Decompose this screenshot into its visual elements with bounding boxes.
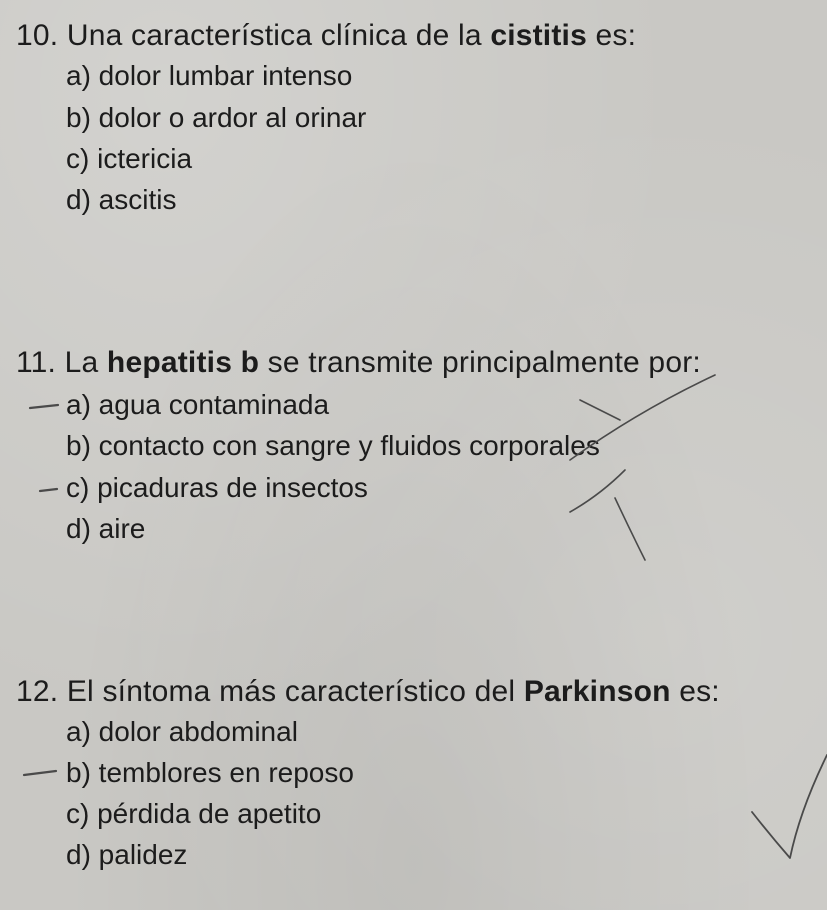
pencil-dash [24,771,56,775]
pencil-stroke [580,400,620,420]
question-text-prefix: El síntoma más característico del [58,675,524,708]
option-d[interactable]: d) ascitis [66,184,177,215]
option-c[interactable]: c) pérdida de apetito [66,798,322,829]
option-c[interactable]: c) ictericia [66,143,193,174]
option-a[interactable]: a) dolor lumbar intenso [66,60,353,91]
option-a[interactable]: a) agua contaminada [66,389,330,420]
option-a[interactable]: a) dolor abdominal [66,716,298,747]
question-title [16,674,720,710]
question-text-prefix: La [56,346,107,379]
pencil-dash [30,405,58,408]
pencil-dash [40,489,57,491]
option-b[interactable]: b) dolor o ardor al orinar [66,102,367,133]
option-b[interactable]: b) contacto con sangre y fluidos corporales [66,430,600,461]
question-keyword: cistitis [490,19,587,52]
option-c[interactable]: c) picaduras de insectos [66,472,368,503]
question-text-suffix: es: [670,675,720,708]
question-text-suffix: es: [586,19,637,52]
question-text-suffix: se transmite principalmente por: [259,346,701,379]
question-number: 12. [16,675,59,708]
question-title [16,18,636,54]
check-mark-icon [752,755,827,858]
pencil-stroke [570,470,625,512]
option-b[interactable]: b) temblores en reposo [66,757,354,788]
question-keyword: hepatitis b [106,346,260,379]
question-title [16,345,701,381]
question-number: 10. [16,19,59,52]
pencil-stroke [615,498,645,560]
question-text-prefix: Una característica clínica de la [58,19,491,52]
option-d[interactable]: d) palidez [66,839,188,870]
question-keyword: Parkinson [523,675,671,708]
option-d[interactable]: d) aire [66,513,146,544]
question-number: 11. [16,346,57,379]
